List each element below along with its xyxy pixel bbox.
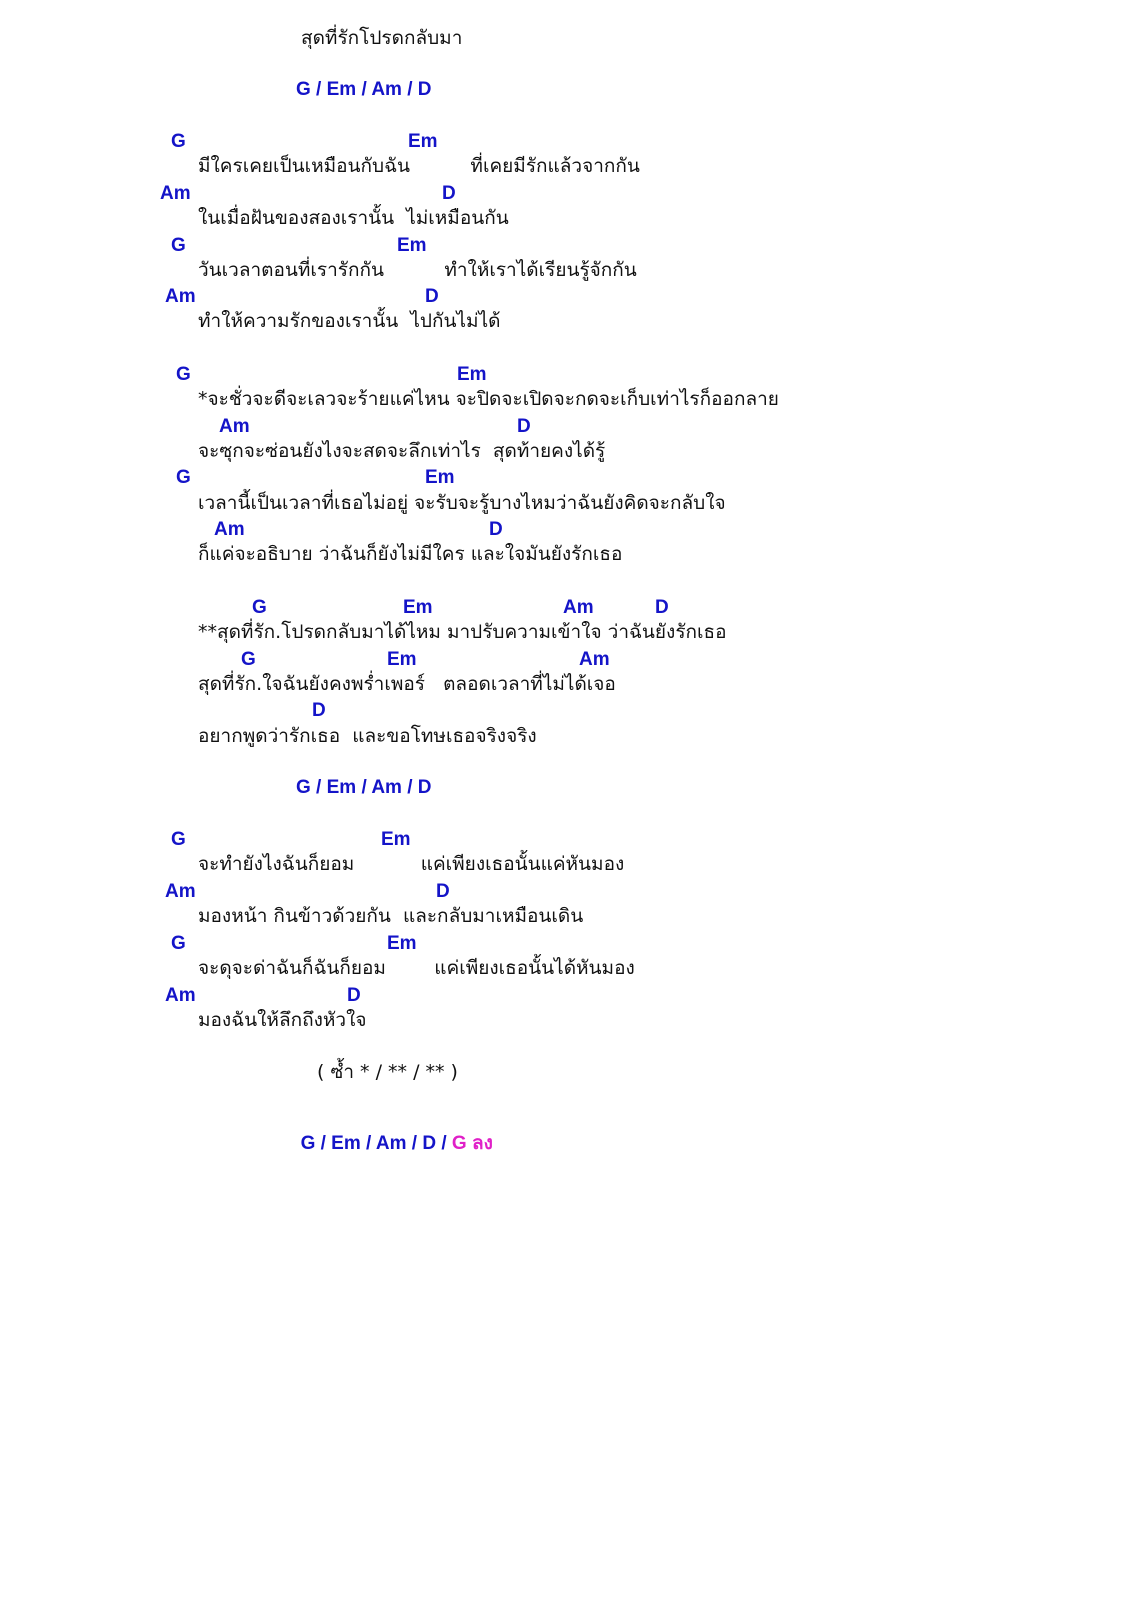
repeat-note: ( ซ้ำ * / ** / ** ) — [317, 1061, 458, 1083]
chord: Em — [397, 235, 427, 256]
chord: D — [442, 183, 456, 204]
lyric-line: จะซุกจะซ่อนยังไงจะสดจะลึกเท่าไร สุดท้ายคงได้รู้ — [198, 440, 606, 462]
chord: D — [347, 985, 361, 1006]
intro-chords: G / Em / Am / D — [296, 79, 432, 100]
lyric-line: มองฉันให้ลึกถึงหัวใจ — [198, 1009, 367, 1031]
chord: Am — [165, 985, 196, 1006]
chord: Am — [165, 286, 196, 307]
interlude-chords: G / Em / Am / D — [296, 777, 432, 798]
lyric-line: มีใครเคยเป็นเหมือนกับฉัน ที่เคยมีรักแล้วจากกัน — [198, 155, 640, 177]
chord: G — [176, 364, 191, 385]
chord: G — [171, 131, 186, 152]
chord: Em — [403, 597, 433, 618]
chord: Em — [387, 933, 417, 954]
lyric-line: สุดที่รัก.ใจฉันยังคงพร่ำเพอร์ ตลอดเวลาที่ไม่ได้เจอ — [198, 673, 616, 695]
lyric-line: จะดุจะด่าฉันก็ฉันก็ยอม แค่เพียงเธอนั้นได้หันมอง — [198, 957, 635, 979]
chord: Em — [408, 131, 438, 152]
chord: G — [171, 933, 186, 954]
outro-chords — [290, 1115, 493, 1153]
chord: D — [489, 519, 503, 540]
lyric-line: อยากพูดว่ารักเธอ และขอโทษเธอจริงจริง — [198, 725, 537, 747]
outro-ending: G ลง — [451, 1133, 493, 1154]
chord: Am — [165, 881, 196, 902]
chord: Em — [457, 364, 487, 385]
chord: Am — [563, 597, 594, 618]
chord: Am — [214, 519, 245, 540]
chord: D — [436, 881, 450, 902]
chord: G — [171, 829, 186, 850]
lyric-line: **สุดที่รัก.โปรดกลับมาได้ไหม มาปรับความเข้าใจ ว่าฉันยังรักเธอ — [198, 621, 727, 643]
lyric-line: ในเมื่อฝันของสองเรานั้น ไม่เหมือนกัน — [198, 207, 509, 229]
chord: D — [425, 286, 439, 307]
chord: Am — [579, 649, 610, 670]
chord: D — [517, 416, 531, 437]
chord: Em — [425, 467, 455, 488]
chord: G — [241, 649, 256, 670]
lyric-line: ก็แค่จะอธิบาย ว่าฉันก็ยังไม่มีใคร และใจมันยังรักเธอ — [198, 543, 623, 565]
chord: Am — [219, 416, 250, 437]
lyric-line: เวลานี้เป็นเวลาที่เธอไม่อยู่ จะรับจะรู้บางไหมว่าฉันยังคิดจะกลับใจ — [198, 492, 726, 514]
lyric-line: จะทำยังไงฉันก็ยอม แค่เพียงเธอนั้นแค่หันมอง — [198, 853, 625, 875]
outro-progression: G / Em / Am / D / — [300, 1133, 452, 1154]
chord: Em — [387, 649, 417, 670]
lyric-line: วันเวลาตอนที่เรารักกัน ทำให้เราได้เรียนรู้จักกัน — [198, 259, 637, 281]
chord: G — [252, 597, 267, 618]
lyric-line: ทำให้ความรักของเรานั้น ไปกันไม่ได้ — [198, 310, 501, 332]
chord: G — [176, 467, 191, 488]
chord: G — [171, 235, 186, 256]
chord: Am — [160, 183, 191, 204]
song-title: สุดที่รักโปรดกลับมา — [301, 27, 463, 49]
chord: D — [655, 597, 669, 618]
chord: D — [312, 700, 326, 721]
lyric-line: *จะชั่วจะดีจะเลวจะร้ายแค่ไหน จะปิดจะเปิดจะกดจะเก็บเท่าไรก็ออกลาย — [198, 388, 779, 410]
chord: Em — [381, 829, 411, 850]
lyric-line: มองหน้า กินข้าวด้วยกัน และกลับมาเหมือนเดิน — [198, 905, 584, 927]
